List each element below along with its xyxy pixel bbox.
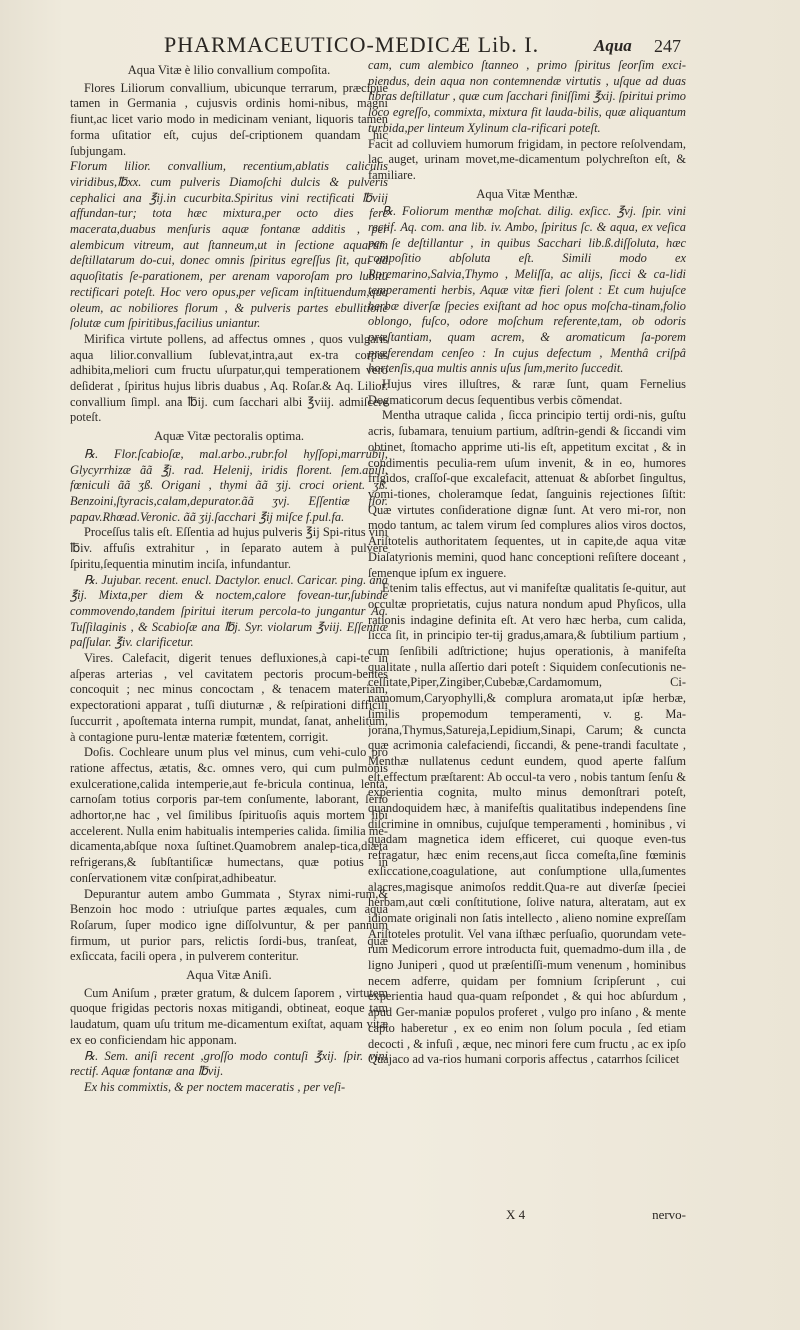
recipe-paragraph: ℞. Jujubar. recent. enucl. Dactylor. enucl. Caricar. ping. ana ℥ij. Mixta,per diem & noctem,calore fovean-tur,ſubinde commovendo,tandem ſpiritui iterum percola-to jungantur Aq. Tuſſilaginis , & Scabioſæ ana ℔j. Syr. violarum ℥viij. Eſſentiæ paſſular. ℥iv. clarificetur. (70, 572, 388, 650)
section-heading: Aqua Vitæ Menthæ. (476, 186, 578, 201)
paragraph: Hujus vires illuſtres, & raræ ſunt, quam Fernelius Dogmaticorum decus ſequentibus verbis cõmendat. (368, 377, 686, 407)
section-heading: Aqua Vitæ Aniſi. (186, 968, 272, 983)
recipe-paragraph: cam, cum alembico ſtanneo , primo ſpiritus ſeorſim exci-piendus, dein aqua non contemnendæ virtutis , uſque ad duas libras deſtillatur , quæ cum ſacchari finiſſimi ℥xij. ſpiritui primo loco egreſſo, commixta, mixtura fit lauda-bilis, quæ aliquantum turbida,per linteum Xylinum cla-rificari poteſt. (368, 58, 686, 135)
page-number: 247 (654, 36, 681, 56)
right-column (368, 58, 686, 1218)
recipe-paragraph: ℞. Sem. aniſi recent ,groſſo modo contuſi ℥xij. ſpir. vini rectif. Aquæ fontanæ ana ℔vij. (70, 1048, 388, 1079)
section-heading: Aqua Vitæ è lilio convallium compoſita. (127, 63, 331, 77)
catchword: nervo- (652, 1207, 686, 1222)
recipe-paragraph: ℞. Flor.ſcabioſæ, mal.arbo.,rubr.fol hyſſopi,marrubij, Glycyrrhizæ ãã ℥j. rad. Helenij, iridis florent. ſem.aniſi, fœniculi ãã ʒß. Origani , thymi ãã ʒij. croci orient. ʒß. Benzoini,ſtyracis,calam,depurator.ãã ʒvj. Eſſentiæ flor. papav.Rhœad.Veronic. ãã ʒij.ſacchari ℥ij miſce f.pul.fa. (70, 446, 388, 524)
paragraph: Etenim talis effectus, aut vi manifeſtæ qualitatis ſe-quitur, aut occultæ proprietatis, cujus natura nondum apud Phyſicos, ulla rationis indagine definita eſt. At vero hæc herba, cum calida, ſicca ſit, in principio ter-tij gradus,amara,& ſubtilium partium , cum ſenſibili adſtrictione; hujus operationis, à manifeſta qualitate , nulla aſſertio dari poteſt : Siquidem conſecutionis ne-ceſſitate,Piper,Zingiber,Cubebæ,Cardamomum, Ci-namomum,Caryophylli,& complura aromata,ut ipſæ herbæ, ſimilis propemodum temperamenti, v. g. Ma-jorana,Thymus,Satureja,Lepidium,Sinapi, Carum; & cuncta quæ acrimonia calefaciendi, ſiccandi, & pene-trandi facultate , Menthæ nullatenus cedunt eundem, quod aperte falſum eſt,effectum præſtarent: Ab occul-ta vero , nobis tantum ſenſu & experientia cognita, multo minus demonſtrari poteſt, quandoquidem hæc, à manifeſtis qualitatibus independens ſine diſcrimine in omnibus, cujuſque temperamenti , hominibus , vi quadam magnetica idem efficeret, cui quoque even-tus refragatur, hæc enim recens,aut ſicca comeſta,ſine fœminis exſiccatione,coagulatione, aut conſumptione ulla,ſumentes alacres,magisque animoſos reddit.Qua-re aut diverſæ ſpeciei herbam,aut cœli conſtitutione, ſolive natura, alteratam, aut ex idiomate originali non ſatis intellecto , alieno nomine expreſſam Ariſtoteles protulit. Vel vana iſthæc perſuaſio, quorundam vete-rum Medicorum errore introducta fuit, quemadmo-dum illa , de ligno Juniperi , quod ut præſentiſſi-mum venenum , hominibus necem adferre, quidam per fomnium ſcripſerunt , cui experientia haud qua-quam reſpondet , & qui hoc abſurdum , apud Ger-maniæ populos proferet , vulgo pro inſano , & mente capto haberetur , ex eo enim non ſolum pocula , ſed etiam decocti , & infuſi , æque, nec minori fere cum fructu , ac ex ipſo Quajaco ad va-rios humani corporis affectus , catarrhos ſcilicet (368, 581, 686, 1067)
footer-catchline (506, 1207, 686, 1223)
paragraph: Proceſſus talis eſt. Eſſentia ad hujus pulveris ℥ij Spi-ritus vini ℔iv. affuſis extrahitur , in ſeparato autem à pulvere ſpiritu,ſequentia minutim inciſa, infundantur. (70, 525, 388, 571)
paragraph: Flores Liliorum convallium, ubicunque terrarum, præcipue tamen in Germania , cujusvis ordinis homi-nibus, magni fiunt,ac licet vario modo in medicinam veniant, liquoris tamen forma uſitatior eſt, cujus deſ-criptionem quandam hic ſubjungam. (70, 80, 388, 158)
left-column (70, 60, 388, 1220)
paragraph: Facit ad colluviem humorum frigidam, in pectore reſolvendam, lac auget, urinam movet,me-dicamentum polychreſton eſt, & familiare. (368, 136, 686, 182)
running-head-title: PHARMACEUTICO-MEDICÆ Lib. I. (164, 32, 540, 57)
running-head-section: Aqua (594, 36, 632, 55)
paragraph: Mentha utraque calida , ſicca principio tertij ordi-nis, guſtu acris, ſubamara, tenuium partium, adſtrin-gendi & ſiccandi vim obtinet, ſtomacho apprime uti-lis eſt, appetitum excitat , & in condimentis peculia-rem uſum invenit, & in eo, humores frigidos, craſſoſ-que excalefacit, attenuat & abſorbet ſingultus, vomi-tiones, choleramque ſedat, ſanguinis rejectiones ſiſtit: Quæ virtutes conſideratione dignæ ſunt. At vero mi-ror, non modo tantum, ac talem virum ſed complures alios viros doctos, Ariſtotelis authoritatem ſequentes, ut in capite,de aqua vitæ Diaſatyrionis memini, quod hanc conceptioni reſiſtere doceant , ſemenque ipſum ex inguere. (368, 408, 686, 580)
paragraph: Mirifica virtute pollens, ad affectus omnes , quos vulgaris aqua lilior.convallium ſublevat,intra,aut ex-tra corpus adhibita,meliori cum fructu uſurpatur,qui temperationem vero deſiderat , ſpiritus hujus libris duabus , Aq. Roſar.& Aq. Lilior. convallium ſimpl. ana ℔ij. cum ſacchari albi ℥viij. admiſcere poteſt. (70, 331, 388, 425)
paragraph: Depurantur autem ambo Gummata , Styrax nimi-rum,& Benzoin hoc modo : utriuſque partes æquales, cum aqua Roſarum, ſuper modico igne diſſolvuntur, & per pannum firmum, ut purior pars, relictis ſordi-bus, tranſeat, quæ exſiccata, facili opera , in pulverem conteritur. (70, 886, 388, 964)
paragraph: Doſis. Cochleare unum plus vel minus, cum vehi-culo pro ratione affectus, ætatis, &c. omnes vero, qui cum pulmonis exulceratione,calida intemperie,aut fe-bricula continua, lenta, carnoſam totius corporis par-tem conſumente, laborant, ſerio adhortor,ne hac , vel ſimilibus ſpirituoſis aquis mortem ſibi accelerent. Nulla enim habitualis intemperies calida. ſimilia me-dicamenta,abſque noxa ſuſtinet.Quamobrem analep-tica,diæta refrigerans,& ſubſtantiſicæ humectans, quæ potius in conſervationem vitæ conſpirat,adhibeatur. (70, 745, 388, 885)
paragraph: Cum Aniſum , præter gratum, & dulcem ſaporem , virtutem quoque frigidas pectoris noxas mitigandi, obtineat, eoque tam laudatum, quam uſu tritum me-dicamentum exiſtat, aquam vitæ ex eo conficiendam hic apponam. (70, 985, 388, 1047)
section-heading: Aquæ Vitæ pectoralis optima. (153, 429, 305, 444)
signature-mark: X 4 (506, 1207, 526, 1222)
recipe-paragraph: Ex his commixtis, & per noctem maceratis , per veſi- (84, 1080, 346, 1094)
paragraph: Vires. Calefacit, digerit tenues defluxiones,à capi-te in aſperas arterias , vel cavitatem pectoris procum-bentes concoquit ; nec minus concoctam , & tenacem materiam, expectorationi apparat , tuſſi diuturnæ , & reſpirationi difficili ſuccurrit , apoſtemata interna rumpit, mundat, ſanat, anhelitum, à contagione puru-lentæ materiæ fœtentem, corrigit. (70, 651, 388, 744)
recipe-paragraph: ℞. Foliorum menthæ moſchat. dilig. exſicc. ℥vj. ſpir. vini rectif. Aq. com. ana lib. iv. Ambo, ſpiritus ſc. & aqua, ex veſica per ſe deſtillantur , in quibus Sacchari lib.ß.diſſoluta, hæc compoſitio abſoluta eſt. Simili modo ex Roremarino,Salvia,Thymo , Meliſſa, ac alijs, ſicci & ca-lidi temperamenti herbis, Aquæ vitæ fieri ſolent : Et cum hujuſce herbæ diverſæ ſpecies exiſtant ad hoc opus moſcha-tinam,folio oblongo, fuſco, odore moſchum referente,tam, ob odoris præſtantiam, quam acrem, & aromaticum ſa-porem præferendam cenſeo : In cujus defectum , Menthâ criſpâ hortenſis,qua multis annis uſus ſum,merito ſuccedit. (368, 204, 686, 376)
recipe-paragraph: Florum lilior. convallium, recentium,ablatis caliculis viridibus,℔xx. cum pulveris Diamoſchi dulcis & pulveris cephalici ana ℥ij.in cucurbita.Spiritus vini rectificati ℔viij affundan-tur; tota hæc mixtura,per octo dies fere macerata,duabus menſuris aquæ fontanæ additis , per alembicum vitreum, aut ſtanneum,ut in ſectione aquarum deſtillatarum do-cui, donec omnis ſpiritus egreſſus ſit, qui ad aquoſitatis ſe-parationem, per arenam vaporoſam pro lubitu rectificari poteſt. Hoc vero opus,per veſicam inſtituendum,quo oleum, ac nobiliores florum , & pulveris partes ebullitione ſolutæ cum ſpiritibus,facilius uniantur. (70, 159, 388, 331)
running-head (0, 32, 800, 60)
